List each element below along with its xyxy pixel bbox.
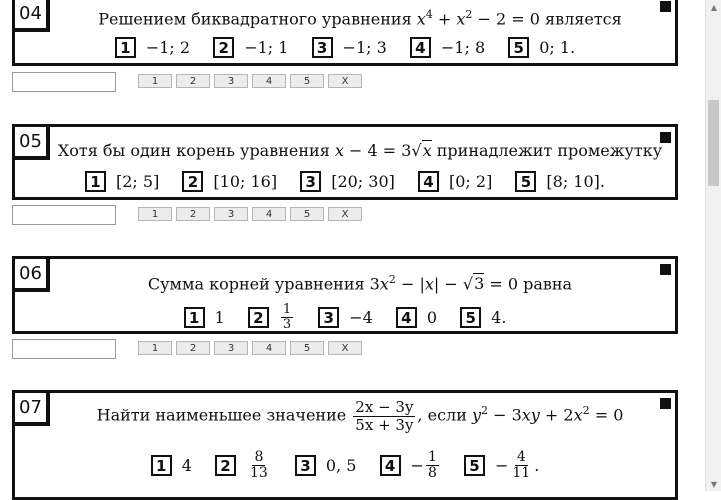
option-number: 3 — [312, 37, 333, 58]
option-value: −1; 3 — [342, 38, 387, 57]
choice-button-4[interactable]: 4 — [252, 207, 286, 221]
choice-button-clear[interactable]: X — [328, 74, 362, 88]
option-5 — [508, 37, 575, 58]
option-number: 1 — [115, 37, 136, 58]
answer-options — [15, 37, 675, 58]
problem-06 — [12, 256, 678, 334]
answer-options — [15, 450, 675, 482]
choice-button-2[interactable]: 2 — [176, 207, 210, 221]
option-value: [10; 16] — [213, 172, 278, 191]
question-fraction: $\frac{2x - 3y}{5x + 3y}$ — [355, 398, 414, 434]
option-value: 4 — [181, 456, 192, 476]
option-value: 4. — [491, 308, 507, 328]
option-number: 3 — [295, 455, 316, 476]
option-4 — [410, 37, 485, 58]
option-number: 5 — [464, 455, 485, 476]
scroll-down-icon[interactable]: ▼ — [710, 479, 718, 489]
scrollbar-thumb[interactable] — [708, 100, 719, 186]
option-4 — [418, 171, 492, 192]
option-fraction: $\frac{1}{8}$ — [427, 449, 437, 482]
option-number: 4 — [380, 455, 401, 476]
option-number: 4 — [396, 307, 417, 328]
answer-input[interactable] — [12, 205, 116, 225]
problem-04 — [12, 0, 678, 66]
choice-button-clear[interactable]: X — [328, 207, 362, 221]
option-number: 1 — [151, 455, 172, 476]
problem-07 — [12, 390, 678, 500]
option-3 — [295, 455, 357, 476]
choice-button-3[interactable]: 3 — [214, 74, 248, 88]
choice-button-3[interactable]: 3 — [214, 341, 248, 355]
option-2 — [182, 171, 277, 192]
question-text: Хотя бы один корень уравнения x − 4 = 3√x принадлежит промежутку — [57, 141, 663, 160]
option-value: −1; 2 — [145, 38, 191, 57]
option-value: 0, 5 — [325, 456, 357, 476]
option-fraction: $\frac{8}{13}$ — [249, 449, 268, 482]
option-number: 5 — [515, 171, 536, 192]
option-3 — [312, 37, 387, 58]
choice-button-2[interactable]: 2 — [176, 341, 210, 355]
problem-number: 05 — [12, 124, 50, 160]
choice-button-5[interactable]: 5 — [290, 74, 324, 88]
option-number: 5 — [508, 37, 529, 58]
option-value: 1 — [214, 308, 225, 328]
option-value: [2; 5] — [116, 172, 160, 191]
option-3 — [318, 307, 373, 328]
option-2 — [248, 303, 295, 333]
option-1 — [115, 37, 190, 58]
problem-number: 06 — [12, 256, 50, 292]
vertical-scrollbar[interactable] — [705, 0, 721, 491]
option-number: 2 — [213, 37, 234, 58]
option-4 — [380, 450, 441, 482]
option-1 — [184, 307, 225, 328]
choice-button-1[interactable]: 1 — [138, 207, 172, 221]
choice-button-1[interactable]: 1 — [138, 74, 172, 88]
answer-input[interactable] — [12, 72, 116, 92]
option-value: 0 — [426, 308, 438, 328]
choice-button-1[interactable]: 1 — [138, 341, 172, 355]
option-1 — [85, 171, 159, 192]
choice-button-3[interactable]: 3 — [214, 207, 248, 221]
option-number: 3 — [300, 171, 321, 192]
choice-button-4[interactable]: 4 — [252, 74, 286, 88]
option-value: [8; 10]. — [546, 172, 605, 191]
option-number: 3 — [318, 307, 339, 328]
answer-options — [15, 171, 675, 192]
option-value: −4 — [349, 308, 373, 328]
choice-button-4[interactable]: 4 — [252, 341, 286, 355]
option-number: 4 — [410, 37, 431, 58]
option-value: [20; 30] — [331, 172, 395, 191]
option-value: [0; 2] — [448, 172, 493, 191]
option-fraction: $\frac{4}{11}$ — [512, 449, 531, 482]
option-4 — [396, 307, 437, 328]
question-text: Решением биквадратного уравнения $x^4 + x^2 - 2 = 0$ является — [98, 8, 622, 29]
answer-options — [15, 303, 675, 333]
option-5 — [464, 450, 539, 482]
option-tail: . — [534, 456, 540, 476]
choice-button-5[interactable]: 5 — [290, 207, 324, 221]
choice-button-clear[interactable]: X — [328, 341, 362, 355]
choice-button-5[interactable]: 5 — [290, 341, 324, 355]
choice-button-2[interactable]: 2 — [176, 74, 210, 88]
option-number: 2 — [182, 171, 203, 192]
option-number: 4 — [418, 171, 439, 192]
option-sign: − — [410, 456, 424, 476]
option-5 — [515, 171, 605, 192]
option-number: 5 — [460, 307, 481, 328]
option-number: 1 — [85, 171, 106, 192]
option-2 — [213, 37, 288, 58]
problem-05 — [12, 124, 678, 200]
question-text: Найти наименьшее значение $\frac{2x - 3y}{5x + 3y}$ , если $y^2 - 3xy + 2x^2 = 0$ — [96, 398, 624, 434]
option-1 — [151, 455, 192, 476]
option-number: 2 — [248, 307, 269, 328]
answer-input[interactable] — [12, 339, 116, 359]
option-number: 2 — [215, 455, 236, 476]
problem-number: 04 — [12, 0, 50, 32]
option-value: 0; 1. — [539, 38, 576, 57]
option-5 — [460, 307, 506, 328]
question-text: Сумма корней уравнения $3x^2 - |x| - √3 = 0$ равна — [147, 273, 573, 294]
option-fraction: $\frac{1}{3}$ — [282, 302, 292, 333]
option-value: −1; 1 — [244, 38, 289, 57]
option-value: −1; 8 — [440, 38, 486, 57]
option-sign: − — [494, 456, 509, 476]
option-number: 1 — [184, 307, 205, 328]
scroll-up-icon[interactable]: ▲ — [710, 2, 718, 12]
problem-number: 07 — [12, 390, 50, 426]
option-3 — [300, 171, 395, 192]
option-2 — [215, 450, 272, 482]
